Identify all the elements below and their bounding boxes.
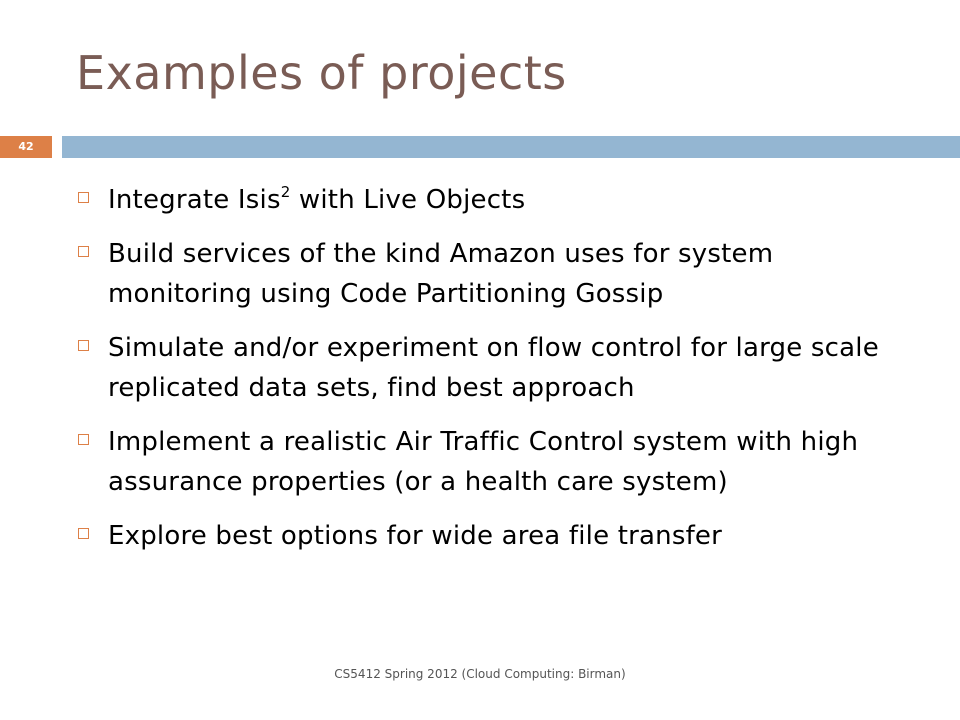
bullet-text: Implement a realistic Air Traffic Control system with high assurance properties (or a health care system) [108, 427, 859, 497]
bullet-text: Explore best options for wide area file transfer [108, 521, 723, 551]
bullet-item-flow-control [76, 328, 906, 408]
title-divider-bar [62, 136, 960, 158]
bullet-text-post: with Live Objects [290, 185, 526, 215]
bullet-item-air-traffic [76, 422, 906, 502]
square-bullet-icon [78, 246, 89, 257]
bullet-item-isis [76, 180, 906, 220]
bullet-text: Build services of the kind Amazon uses for system monitoring using Code Partitioning Gossip [108, 239, 774, 309]
square-bullet-icon [78, 340, 89, 351]
bullet-superscript: 2 [280, 183, 291, 201]
bullet-list [76, 180, 906, 570]
slide-number-badge: 42 [0, 136, 52, 158]
square-bullet-icon [78, 528, 89, 539]
square-bullet-icon [78, 192, 89, 203]
bullet-text: Simulate and/or experiment on flow control for large scale replicated data sets, find best approach [108, 333, 879, 403]
slide-title: Examples of projects [76, 46, 567, 100]
slide-footer: CS5412 Spring 2012 (Cloud Computing: Birman) [334, 667, 626, 681]
bullet-item-file-transfer [76, 516, 906, 556]
square-bullet-icon [78, 434, 89, 445]
bullet-item-amazon [76, 234, 906, 314]
bullet-text-pre: Integrate Isis [108, 185, 281, 215]
